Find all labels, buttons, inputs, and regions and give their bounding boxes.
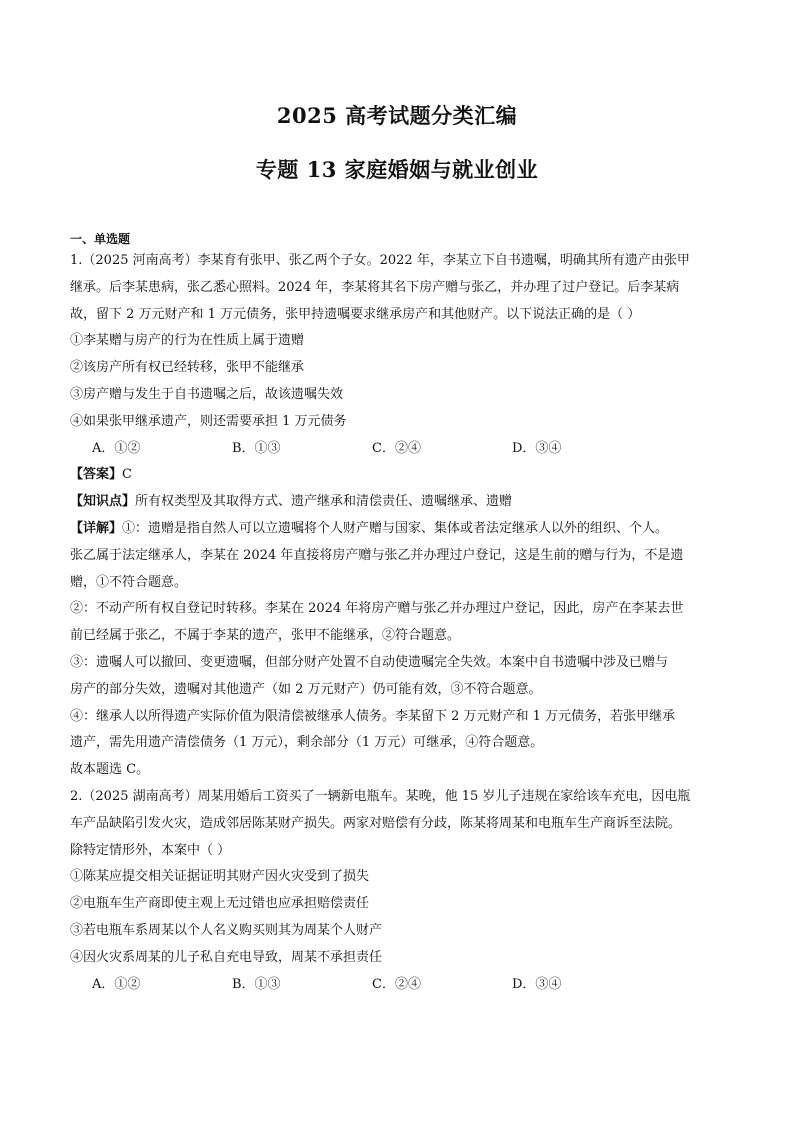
- statement-item: ③房产赠与发生于自书遗嘱之后，故该遗嘱失效: [70, 386, 344, 402]
- detail-line: 赠，①不符合题意。: [70, 574, 188, 590]
- detail-line: ③：遗嘱人可以撤回、变更遗嘱，但部分财产处置不自动使遗嘱完全失效。本案中自书遗嘱中涉及已赠与: [70, 654, 669, 670]
- option-c: C．②④: [372, 976, 421, 992]
- statement-item: ①陈某应提交相关证据证明其财产因火灾受到了损失: [70, 869, 370, 885]
- answer-options: [70, 436, 730, 463]
- detail-line: 遗产，需先用遗产清偿债务（1 万元），剩余部分（1 万元）可继承，④符合题意。: [70, 735, 544, 751]
- statement-item: ③若电瓶车系周某以个人名义购买则其为周某个人财产: [70, 922, 383, 938]
- document-body: [70, 230, 730, 998]
- question-1: [70, 248, 730, 784]
- answer-line: [70, 462, 730, 489]
- question-stem-line: 1.（2025 河南高考）李某育有张甲、张乙两个子女。2022 年，李某立下自书遗嘱，明确其所有遗产由张甲: [70, 253, 690, 268]
- option-a: A．①②: [92, 976, 141, 992]
- option-a: A．①②: [92, 440, 141, 456]
- detail-line: ②：不动产所有权自登记时转移。李某在 2024 年将房产赠与张乙并办理过户登记，因此，房产在李某去世: [70, 601, 684, 617]
- answer-value: C: [122, 467, 132, 483]
- section-heading: 一、单选题: [70, 232, 131, 246]
- option-b: B．①③: [232, 440, 281, 456]
- question-stem-line: 继承。后李某患病，张乙悉心照料。2024 年，李某将其名下房产赠与张乙，并办理了过户登记。后李某病: [70, 279, 680, 295]
- detail-line: 前已经属于张乙，不属于李某的遗产，张甲不能继承，②符合题意。: [70, 628, 461, 644]
- option-c: C．②④: [372, 440, 421, 456]
- detail-line: 房产的部分失效，遗嘱对其他遗产（如 2 万元财产）仍可能有效，③不符合题意。: [70, 681, 542, 697]
- knowledge-text: 所有权类型及其取得方式、遗产继承和清偿责任、遗嘱继承、遗赠: [135, 494, 513, 510]
- detail-line: [70, 516, 730, 543]
- statement-item: ④如果张甲继承遗产，则还需要承担 1 万元债务: [70, 413, 347, 429]
- knowledge-line: [70, 489, 730, 516]
- question-stem-line: 2.（2025 湖南高考）周某用婚后工资买了一辆新电瓶车。某晚，他 15 岁儿子违规在家给该车充电，因电瓶: [70, 788, 691, 804]
- statement-item: ②该房产所有权已经转移，张甲不能继承: [70, 360, 305, 376]
- answer-label: 【答案】: [70, 467, 123, 483]
- question-stem-line: 除特定情形外，本案中（ ）: [70, 842, 231, 858]
- option-b: B．①③: [232, 976, 281, 992]
- detail-line: ④：继承人以所得遗产实际价值为限清偿被继承人债务。李某留下 2 万元财产和 1 万元债务，若张甲继承: [70, 708, 676, 724]
- statement-item: ④因火灾系周某的儿子私自充电导致，周某不承担责任: [70, 949, 383, 965]
- option-d: D．③④: [512, 440, 562, 456]
- detail-label: 【详解】: [70, 520, 123, 536]
- option-d: D．③④: [512, 976, 562, 992]
- statement-item: ②电瓶车生产商即使主观上无过错也应承担赔偿责任: [70, 896, 370, 912]
- document-title: 2025 高考试题分类汇编: [276, 103, 518, 128]
- question-stem-line: 故，留下 2 万元财产和 1 万元债务，张甲持遗嘱要求继承房产和其他财产。以下说法正确的是（ ）: [70, 306, 641, 322]
- detail-line: 故本题选 C。: [70, 762, 150, 778]
- question-stem-line: 车产品缺陷引发火灾，造成邻居陈某财产损失。两家对赔偿有分歧，陈某将周某和电瓶车生产商诉至法院。: [70, 815, 682, 831]
- detail-line: 张乙属于法定继承人，李某在 2024 年直接将房产赠与张乙并办理过户登记，这是生前的赠与行为，不是遗: [70, 547, 684, 563]
- detail-text: ①：遗赠是指自然人可以立遗嘱将个人财产赠与国家、集体或者法定继承人以外的组织、个人。: [122, 520, 669, 536]
- knowledge-label: 【知识点】: [70, 494, 136, 510]
- question-2: [70, 784, 730, 998]
- document-subtitle: 专题 13 家庭婚姻与就业创业: [255, 157, 539, 182]
- answer-options: [70, 972, 730, 999]
- statement-item: ①李某赠与房产的行为在性质上属于遗赠: [70, 333, 305, 349]
